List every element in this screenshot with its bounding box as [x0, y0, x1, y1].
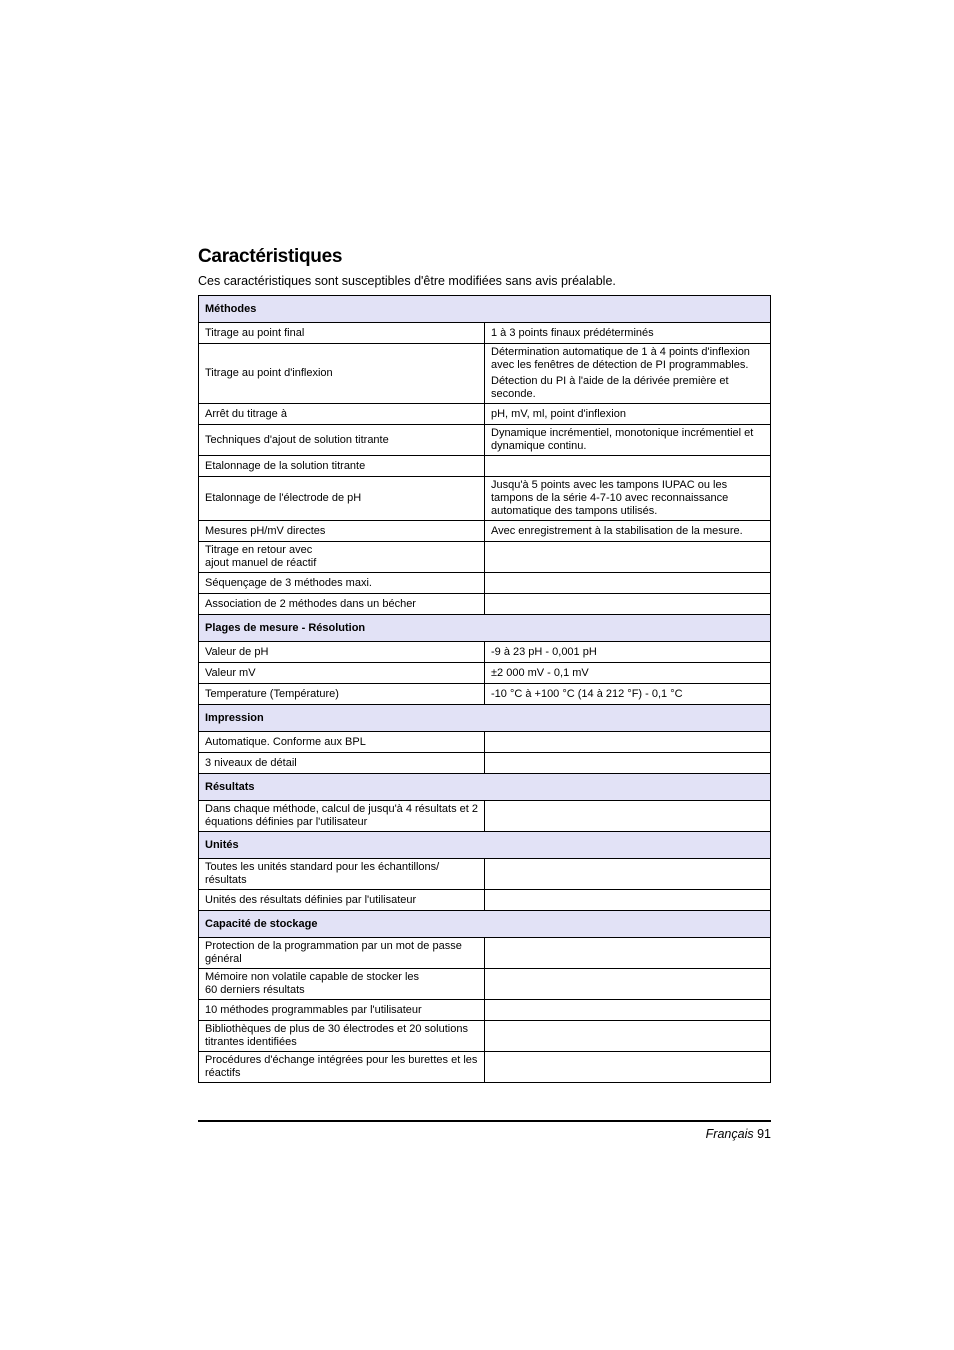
spec-label	[199, 684, 485, 705]
spec-label	[199, 890, 485, 911]
table-row	[199, 594, 771, 615]
section-header-row	[199, 296, 771, 323]
table-row	[199, 542, 771, 573]
spec-value-text: 1 à 3 points finaux prédéterminés	[491, 326, 654, 339]
spec-value	[485, 938, 771, 969]
spec-label-text: Procédures d'échange intégrées pour les burettes et les réactifs	[205, 1054, 478, 1079]
section-header: Impression	[199, 705, 771, 732]
spec-value	[485, 404, 771, 425]
spec-label	[199, 521, 485, 542]
spec-label-text: Bibliothèques de plus de 30 électrodes et 20 solutions titrantes identifiées	[205, 1023, 468, 1048]
table-row	[199, 684, 771, 705]
spec-value	[485, 1052, 771, 1083]
spec-label-text: Techniques d'ajout de solution titrante	[205, 433, 389, 446]
spec-label-text: Association de 2 méthodes dans un bécher	[205, 597, 416, 610]
page-number: 91	[757, 1127, 771, 1141]
spec-label-text: Protection de la programmation par un mot de passe général	[205, 940, 462, 965]
table-row	[199, 1000, 771, 1021]
page-footer	[706, 1127, 771, 1141]
spec-value	[485, 801, 771, 832]
section-header-row	[199, 911, 771, 938]
spec-label-text: Etalonnage de l'électrode de pH	[205, 492, 362, 504]
table-row	[199, 969, 771, 1000]
spec-label	[199, 663, 485, 684]
spec-value	[485, 663, 771, 684]
spec-label	[199, 859, 485, 890]
table-row	[199, 663, 771, 684]
table-row	[199, 938, 771, 969]
table-row	[199, 801, 771, 832]
spec-label-text: 10 méthodes programmables par l'utilisateur	[205, 1003, 422, 1016]
section-header-row	[199, 615, 771, 642]
spec-value	[485, 521, 771, 542]
spec-value-text: Jusqu'à 5 points avec les tampons IUPAC ou les tampons de la série 4-7-10 avec reconnaissance automatique des tampons utilisés.	[491, 479, 729, 517]
spec-label	[199, 425, 485, 456]
table-row	[199, 890, 771, 911]
table-row	[199, 477, 771, 521]
spec-label-text: Arrêt du titrage à	[205, 407, 287, 420]
spec-label-text: Valeur mV	[205, 666, 256, 679]
spec-value-text: pH, mV, ml, point d'inflexion	[491, 407, 626, 420]
section-header: Résultats	[199, 774, 771, 801]
spec-value-text: -9 à 23 pH - 0,001 pH	[491, 645, 597, 658]
spec-value	[485, 969, 771, 1000]
section-header-row	[199, 832, 771, 859]
spec-label-text: Séquençage de 3 méthodes maxi.	[205, 576, 372, 589]
spec-label-text: Automatique. Conforme aux BPL	[205, 735, 366, 748]
spec-label	[199, 344, 485, 404]
section-header: Unités	[199, 832, 771, 859]
spec-value	[485, 344, 771, 404]
table-row	[199, 323, 771, 344]
spec-label	[199, 542, 485, 573]
table-row	[199, 404, 771, 425]
page-title: Caractéristiques	[198, 246, 343, 267]
spec-label	[199, 477, 485, 521]
spec-value	[485, 1000, 771, 1021]
spec-label	[199, 456, 485, 477]
spec-label	[199, 732, 485, 753]
spec-value	[485, 684, 771, 705]
table-row	[199, 1021, 771, 1052]
spec-label	[199, 594, 485, 615]
spec-value	[485, 425, 771, 456]
spec-label	[199, 573, 485, 594]
table-row	[199, 344, 771, 404]
table-row	[199, 456, 771, 477]
footer-rule	[198, 1120, 771, 1122]
table-row	[199, 521, 771, 542]
spec-value-text: Dynamique incrémentiel, monotonique incrémentiel et dynamique continu.	[491, 427, 754, 452]
section-header-row	[199, 705, 771, 732]
spec-label	[199, 938, 485, 969]
section-header: Méthodes	[199, 296, 771, 323]
spec-value	[485, 573, 771, 594]
spec-label-text: Valeur de pH	[205, 645, 269, 658]
spec-value	[485, 890, 771, 911]
spec-label-text: Mémoire non volatile capable de stocker les 60 derniers résultats	[205, 971, 420, 996]
spec-label-text: Titrage en retour avec ajout manuel de réactif	[205, 544, 317, 569]
spec-value-text: ±2 000 mV - 0,1 mV	[491, 666, 589, 679]
footer-language: Français	[705, 1127, 754, 1141]
spec-label	[199, 753, 485, 774]
spec-label	[199, 969, 485, 1000]
section-header: Plages de mesure - Résolution	[199, 615, 771, 642]
spec-label	[199, 1000, 485, 1021]
spec-label-text: Unités des résultats définies par l'utilisateur	[205, 893, 417, 906]
spec-value	[485, 642, 771, 663]
table-row	[199, 753, 771, 774]
section-header: Capacité de stockage	[199, 911, 771, 938]
table-row	[199, 425, 771, 456]
spec-value	[485, 594, 771, 615]
spec-label-text: 3 niveaux de détail	[205, 756, 297, 769]
table-row	[199, 1052, 771, 1083]
spec-value	[485, 1021, 771, 1052]
spec-value	[485, 477, 771, 521]
spec-value	[485, 753, 771, 774]
specifications-table	[198, 295, 771, 1083]
spec-value	[485, 732, 771, 753]
spec-label	[199, 1052, 485, 1083]
spec-value-text: Détermination automatique de 1 à 4 points d'inflexion avec les fenêtres de détection de PI programmables.	[491, 346, 750, 371]
spec-value	[485, 542, 771, 573]
intro-text: Ces caractéristiques sont susceptibles d'être modifiées sans avis préalable.	[198, 274, 616, 288]
table-row	[199, 732, 771, 753]
spec-value	[485, 859, 771, 890]
section-header-row	[199, 774, 771, 801]
spec-label	[199, 1021, 485, 1052]
spec-label-text: Toutes les unités standard pour les échantillons/ résultats	[205, 861, 440, 886]
spec-value-text: Avec enregistrement à la stabilisation de la mesure.	[491, 524, 743, 537]
table-row	[199, 859, 771, 890]
spec-label	[199, 323, 485, 344]
spec-value-text: -10 °C à +100 °C (14 à 212 °F) - 0,1 °C	[491, 687, 683, 700]
spec-label	[199, 801, 485, 832]
spec-label-text: Temperature (Température)	[205, 687, 339, 700]
spec-label-text: Dans chaque méthode, calcul de jusqu'à 4 résultats et 2 équations définies par l'utilisateur	[205, 803, 478, 828]
spec-label	[199, 642, 485, 663]
spec-value	[485, 323, 771, 344]
spec-label-text: Titrage au point final	[205, 326, 305, 339]
table-row	[199, 573, 771, 594]
spec-label	[199, 404, 485, 425]
spec-value-text: Détection du PI à l'aide de la dérivée première et seconde.	[491, 375, 729, 400]
table-row	[199, 642, 771, 663]
spec-label-text: Titrage au point d'inflexion	[205, 367, 333, 379]
spec-label-text: Etalonnage de la solution titrante	[205, 459, 366, 472]
spec-value	[485, 456, 771, 477]
spec-label-text: Mesures pH/mV directes	[205, 524, 326, 537]
